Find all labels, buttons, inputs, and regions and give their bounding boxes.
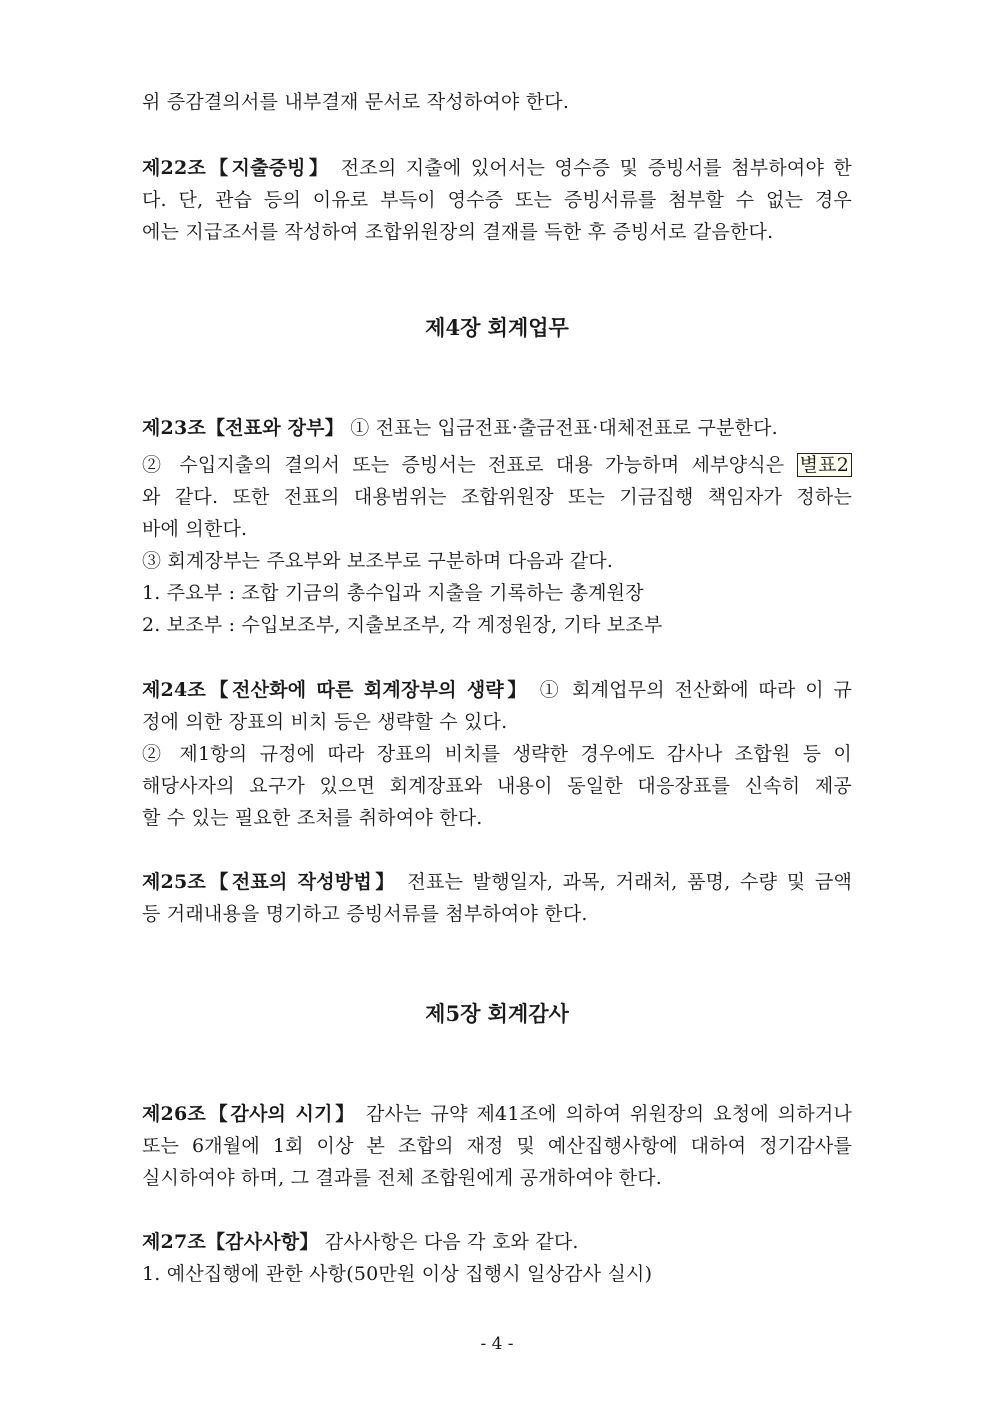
text-line: 와 같다. 또한 전표의 대용범위는 조합위원장 또는 기금집행 책임자가 정하는 <box>142 486 852 508</box>
text-line: 정에 의한 장표의 비치 등은 생략할 수 있다. <box>142 711 508 733</box>
text-line: 바에 의한다. <box>142 518 248 540</box>
text-span: 전조의 지출에 있어서는 영수증 및 증빙서를 첨부하여야 한 <box>340 157 852 179</box>
text-line: 다. 단, 관습 등의 이유로 부득이 영수증 또는 증빙서류를 첨부할 수 없는 경우 <box>142 189 852 211</box>
article-22-title: 제22조【지출증빙】 <box>142 157 332 179</box>
article-26-title: 제26조【감사의 시기】 <box>142 1103 358 1125</box>
text-line: 에는 지급조서를 작성하여 조합위원장의 결재를 득한 후 증빙서로 갈음한다. <box>142 221 774 243</box>
article-25-title: 제25조【전표의 작성방법】 <box>142 871 398 893</box>
text-span: ② 수입지출의 결의서 또는 증빙서는 전표로 대용 가능하며 세부양식은 <box>142 454 785 476</box>
article-24-line <box>142 678 852 702</box>
text-line: 해당사자의 요구가 있으면 회계장표와 내용이 동일한 대응장표를 신속히 제공 <box>142 775 852 797</box>
appendix-2-link[interactable]: 별표2 <box>797 453 852 477</box>
text-line: 할 수 있는 필요한 조처를 취하여야 한다. <box>142 807 483 829</box>
article-22-line <box>142 156 852 180</box>
text-line: 위 증감결의서를 내부결재 문서로 작성하여야 한다. <box>142 91 570 113</box>
article-26-line <box>142 1102 852 1126</box>
list-item: 1. 예산집행에 관한 사항(50만원 이상 집행시 일상감사 실시) <box>142 1263 653 1285</box>
text-span: 감사사항은 다음 각 호와 같다. <box>324 1231 579 1253</box>
chapter-4-heading: 제4장 회계업무 <box>425 315 569 340</box>
text-span: ① 전표는 입금전표·출금전표·대체전표로 구분한다. <box>350 417 778 439</box>
text-line: 실시하여야 하며, 그 결과를 전체 조합원에게 공개하여야 한다. <box>142 1167 663 1189</box>
article-23-title: 제23조【전표와 장부】 <box>142 417 344 439</box>
text-line <box>142 453 852 477</box>
text-line: ② 제1항의 규정에 따라 장표의 비치를 생략한 경우에도 감사나 조합원 등 이 <box>142 743 852 765</box>
article-24-title: 제24조【전산화에 따른 회계장부의 생략】 <box>142 679 531 701</box>
article-27-title: 제27조【감사사항】 <box>142 1231 319 1253</box>
article-23-line <box>142 416 852 440</box>
list-item: 1. 주요부 : 조합 기금의 총수입과 지출을 기록하는 총계원장 <box>142 582 644 604</box>
text-line: 등 거래내용을 명기하고 증빙서류를 첨부하여야 한다. <box>142 903 588 925</box>
text-span: ① 회계업무의 전산화에 따라 이 규 <box>539 679 852 701</box>
article-25-line <box>142 870 852 894</box>
text-span: 전표는 발행일자, 과목, 거래처, 품명, 수량 및 금액 <box>407 871 852 893</box>
text-span: 감사는 규약 제41조에 의하여 위원장의 요청에 의하거나 <box>365 1103 852 1125</box>
page-number: - 4 - <box>480 1334 514 1354</box>
article-27-line <box>142 1230 852 1254</box>
text-line: ③ 회계장부는 주요부와 보조부로 구분하며 다음과 같다. <box>142 550 614 572</box>
list-item: 2. 보조부 : 수입보조부, 지출보조부, 각 계정원장, 기타 보조부 <box>142 614 663 636</box>
text-line: 또는 6개월에 1회 이상 본 조합의 재정 및 예산집행사항에 대하여 정기감사를 <box>142 1135 852 1157</box>
chapter-5-heading: 제5장 회계감사 <box>425 1001 569 1026</box>
